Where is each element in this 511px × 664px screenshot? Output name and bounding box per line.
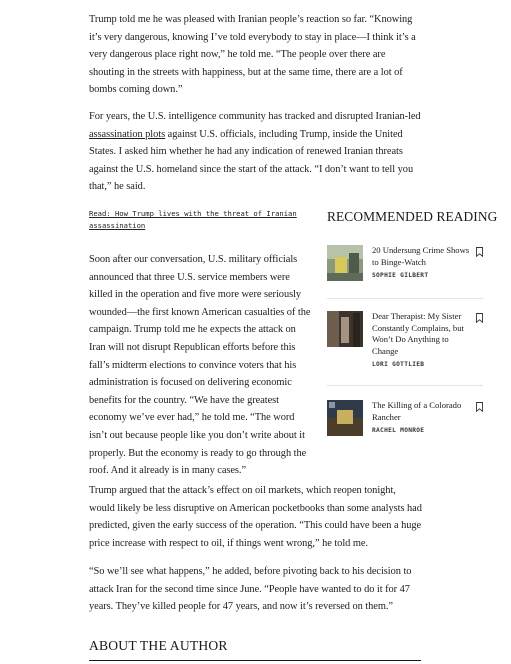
paragraph-4: Trump argued that the attack’s effect on oil markets, which reopen tonight, would likely be less disruptive on American pocketbooks than some analysts had predicted, given the early success of the operation. “This could have been a huge price increase with respect to oil, if things went wrong,” he told me. <box>89 485 422 549</box>
recommended-reading-heading: RECOMMENDED READING <box>327 209 498 224</box>
recommended-item-author: RACHEL MONROE <box>372 427 425 435</box>
paragraph-3: Soon after our conversation, U.S. military officials announced that three U.S. service members were killed in the operation and five more were seriously wounded—the first known American casualties of the campaign. Trump told me he expects the attack on Iran will not disrupt Republican efforts before this fall’s midterm elections to convince voters that his administration is focused on delivering economic benefits for the country. “We have the greatest economy we’ve ever had,” he told me. “The word isn’t out because people like you don’t write about it properly. But the economy is ready to go through the roof. And it already is in many cases.” <box>89 254 311 477</box>
recommended-item-text <box>372 245 470 282</box>
recommended-item-text <box>372 400 470 437</box>
paragraph-1: Trump told me he was pleased with Iranian people’s reaction so far. “Knowing it’s very dangerous, knowing I’ve told everybody to stay in place—I think it’s a very dangerous place right now,” he told me. “The people over there are shouting in the streets with happiness, but at the same time, there are a lot of bombs coming down.” <box>89 14 416 96</box>
recommended-item-title[interactable]: The Killing of a Colorado Rancher <box>372 400 462 422</box>
paragraph-2-text-b: against U.S. officials, including Trump, inside the United States. I asked him whether he had any indication of renewed Iranian threats against the U.S. homeland since the start of the attack. “I don’t want to tell you that,” he said. <box>89 128 414 193</box>
paragraph-2-text-a: For years, the U.S. intelligence community has tracked and disrupted Iranian-led <box>89 111 421 122</box>
bookmark-icon[interactable] <box>476 247 483 257</box>
about-the-author-heading: ABOUT THE AUTHOR <box>89 638 228 653</box>
recommended-divider <box>327 385 483 386</box>
assassination-plots-link[interactable]: assassination plots <box>89 128 166 140</box>
ranch-photo-icon <box>327 400 363 436</box>
recommended-item-author: SOPHIE GILBERT <box>372 272 429 280</box>
paragraph-5: “So we’ll see what happens,” he added, before pivoting back to his decision to attack Iran for the second time since June. “People have wanted to do it for 47 years. They’ve killed people for 47 years, and now it’s reversed on them.” <box>89 566 412 613</box>
recommended-item-title[interactable]: 20 Undersung Crime Shows to Binge-Watch <box>372 245 470 267</box>
portrait-photo-icon <box>327 311 363 347</box>
recommended-item-text <box>372 311 470 371</box>
bookmark-icon[interactable] <box>476 313 483 323</box>
about-divider <box>89 660 421 661</box>
recommended-divider <box>327 298 483 299</box>
bookmark-icon[interactable] <box>476 402 483 412</box>
recommended-item-author: LORI GOTTLIEB <box>372 361 425 369</box>
read-related-link[interactable]: Read: How Trump lives with the threat of Iranian assassination <box>89 209 297 230</box>
tv-still-icon <box>327 245 363 281</box>
paragraph-2 <box>89 108 423 196</box>
recommended-item-title[interactable]: Dear Therapist: My Sister Constantly Complains, but Won’t Do Anything to Change <box>372 311 464 356</box>
